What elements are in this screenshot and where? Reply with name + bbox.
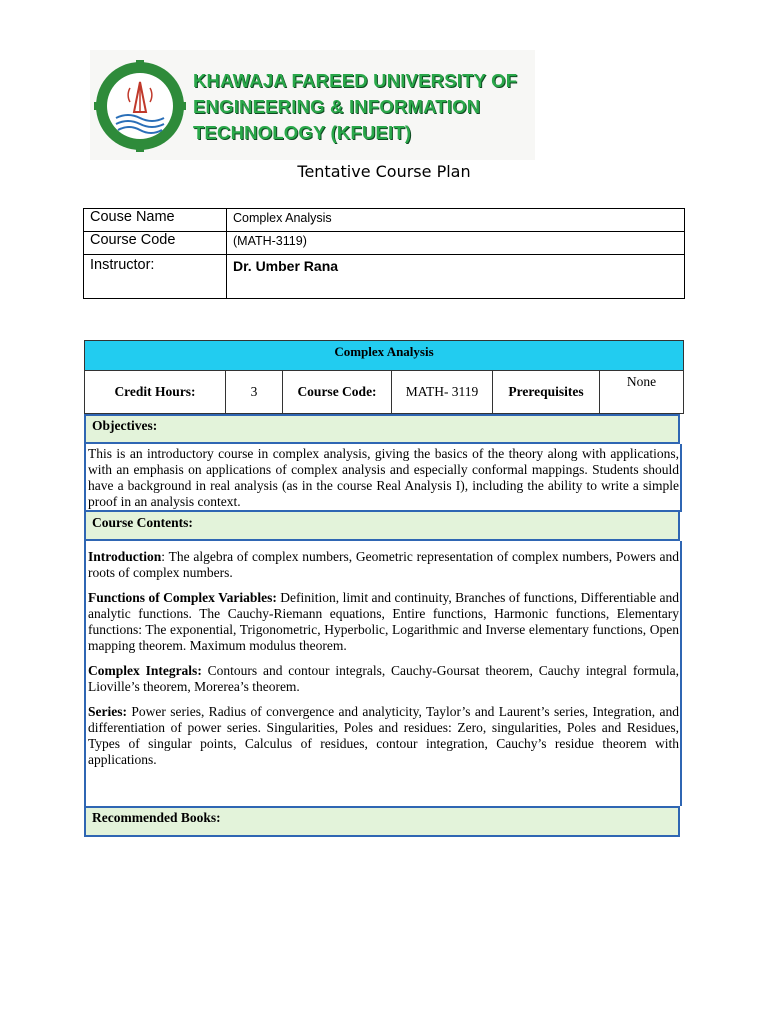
recommended-books-header: Recommended Books: xyxy=(84,806,680,837)
contents-text: Contours and contour integrals, Cauchy-Goursat theorem, Cauchy integral formula, Lioville’s theorem, Morerea’s theorem. xyxy=(88,663,679,694)
contents-heading: Functions of Complex Variables: xyxy=(88,590,277,605)
course-contents-header: Course Contents: xyxy=(84,510,680,541)
university-logo xyxy=(90,50,535,160)
course-code-value: (MATH-3119) xyxy=(227,232,685,255)
instructor-label: Instructor: xyxy=(84,255,227,299)
contents-heading: Introduction xyxy=(88,549,162,564)
contents-heading: Complex Integrals: xyxy=(88,663,202,678)
objectives-header: Objectives: xyxy=(84,414,680,444)
university-name-line-3: TECHNOLOGY (KFUEIT) xyxy=(193,122,412,143)
contents-text: Definition, limit and continuity, Branches of functions, Differentiable and analytic functions. The Cauchy-Riemann equations, Entire functions, Harmonic functions, Elementary functions: The exponential, Trigonometric, Hyperbolic, Logarithmic and Inverse elementary functions, Open mapping theorem. Maximum modulus theorem. xyxy=(88,590,680,653)
course-meta-row xyxy=(84,370,684,414)
contents-introduction xyxy=(88,549,679,581)
credit-hours-label: Credit Hours: xyxy=(85,370,226,413)
contents-functions xyxy=(88,590,679,654)
page-title: Tentative Course Plan xyxy=(297,162,471,181)
syllabus-title: Complex Analysis xyxy=(84,340,684,371)
course-code-meta-label: Course Code: xyxy=(283,370,392,413)
credit-hours-value: 3 xyxy=(226,370,283,413)
table-row xyxy=(84,232,685,255)
table-row xyxy=(84,255,685,299)
contents-text: : The algebra of complex numbers, Geometric representation of complex numbers, Powers and roots of complex numbers. xyxy=(88,549,679,580)
university-name-line-1: KHAWAJA FAREED UNIVERSITY OF xyxy=(193,70,518,91)
course-contents-body xyxy=(84,541,682,806)
syllabus-table xyxy=(84,340,684,837)
contents-heading: Series: xyxy=(88,704,127,719)
table-row xyxy=(84,209,685,232)
course-code-label: Course Code xyxy=(84,232,227,255)
prerequisites-label: Prerequisites xyxy=(493,370,600,413)
contents-integrals xyxy=(88,663,679,695)
contents-series xyxy=(88,704,679,768)
university-seal-icon xyxy=(94,60,186,152)
university-name-line-2: ENGINEERING & INFORMATION xyxy=(193,96,481,117)
course-name-value: Complex Analysis xyxy=(227,209,685,232)
prerequisites-value: None xyxy=(626,374,657,389)
university-name xyxy=(193,68,517,146)
objectives-text: This is an introductory course in complex analysis, giving the basics of the theory along with applications, with an emphasis on applications of complex analysis and especially conformal mappings. Students should have a background in real analysis (as in the course Real Analysis I), including the ability to write a simple proof in an analysis context. xyxy=(84,444,682,512)
course-code-meta-value: MATH- 3119 xyxy=(392,370,493,413)
course-name-label: Couse Name xyxy=(84,209,227,232)
course-info-table xyxy=(83,208,685,299)
instructor-value: Dr. Umber Rana xyxy=(227,255,685,299)
contents-text: Power series, Radius of convergence and analyticity, Taylor’s and Laurent’s series, Integration, and differentiation of power series. Singularities, Poles and residues: Zero, singularities, Poles and Residues, Types of singular points, Calculus of residues, contour integration, Cauchy’s residue theorem with applications. xyxy=(88,704,679,767)
